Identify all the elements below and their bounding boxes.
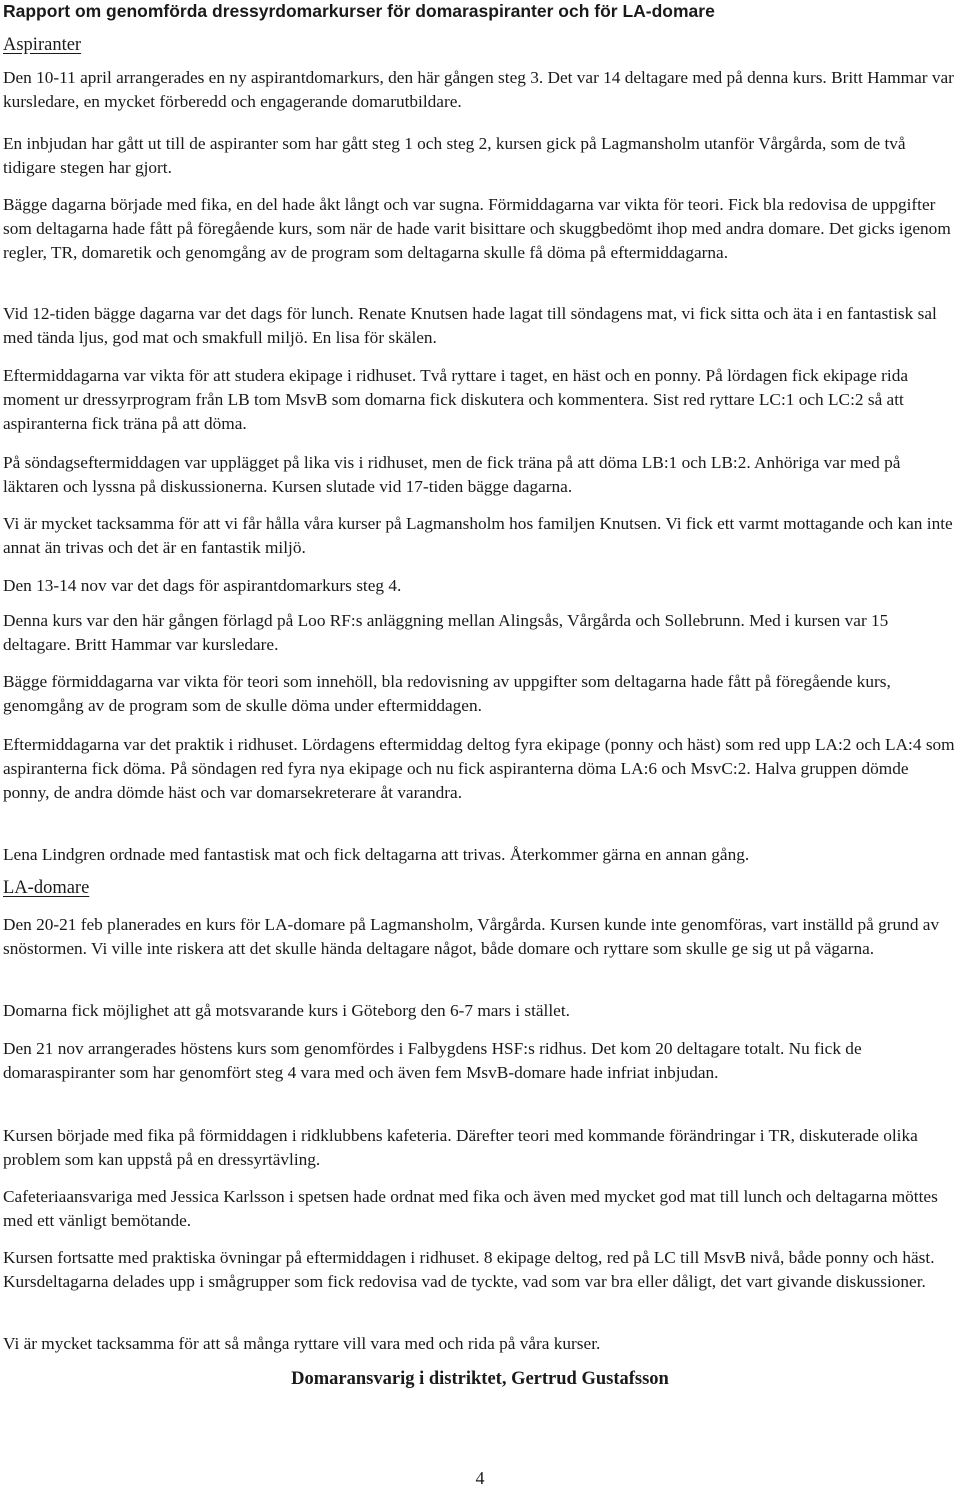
paragraph: Den 20-21 feb planerades en kurs för LA-domare på Lagmansholm, Vårgårda. Kursen kunde inte genomföras, vart inställd på grund av snöstormen. Vi ville inte riskera att det skulle hända deltagare något, både domare och ryttare som skulle ge sig ut på vägarna. bbox=[3, 915, 940, 959]
paragraph: Kursen fortsatte med praktiska övningar på eftermiddagen i ridhuset. 8 ekipage deltog, red på LC till MsvB nivå, både ponny och häst. Kursdeltagarna delades upp i smågrupper som fick redovisa vad de tyckte, vad som var bra eller dåligt, det vart givande diskussioner. bbox=[3, 1248, 935, 1292]
paragraph: På söndagseftermiddagen var upplägget på lika vis i ridhuset, men de fick träna på att döma LB:1 och LB:2. Anhöriga var med på läktaren och lyssna på diskussionerna. Kursen slutade vid 17-tiden bägge dagarna. bbox=[3, 453, 901, 497]
paragraph: Bägge förmiddagarna var vikta för teori som innehöll, bla redovisning av uppgifter som deltagarna hade fått på föregående kurs, genomgång av de program som de skulle döma under eftermiddagen. bbox=[3, 672, 891, 716]
paragraph: Den 13-14 nov var det dags för aspirantdomarkurs steg 4. bbox=[3, 576, 402, 595]
paragraph: Den 21 nov arrangerades höstens kurs som genomfördes i Falbygdens HSF:s ridhus. Det kom 20 deltagare totalt. Nu fick de domaraspiranter som har genomfört steg 4 vara med och även fem MsvB-domare hade infriat inbjudan. bbox=[3, 1039, 862, 1083]
paragraph: Kursen började med fika på förmiddagen i ridklubbens kafeteria. Därefter teori med kommande förändringar i TR, diskuterade olika problem som kan uppstå på en dressyrtävling. bbox=[3, 1126, 918, 1170]
paragraph: Vid 12-tiden bägge dagarna var det dags för lunch. Renate Knutsen hade lagat till söndagens mat, vi fick sitta och äta i en fantastisk sal med tända ljus, god mat och smakfull miljö. En lisa för skälen. bbox=[3, 304, 937, 348]
paragraph: Lena Lindgren ordnade med fantastisk mat och fick deltagarna att trivas. Återkommer gärna en annan gång. bbox=[3, 845, 750, 864]
paragraph: Den 10-11 april arrangerades en ny aspirantdomarkurs, den här gången steg 3. Det var 14 deltagare med på denna kurs. Britt Hammar var kursledare, en mycket förberedd och engagerande domarutbildare. bbox=[3, 68, 954, 112]
page-number: 4 bbox=[475, 1468, 485, 1488]
paragraph: Eftermiddagarna var det praktik i ridhuset. Lördagens eftermiddag deltog fyra ekipage (ponny och häst) som red upp LA:2 och LA:4 som aspiranterna fick döma. På söndagen red fyra nya ekipage och nu fick aspiranterna döma LA:6 och MsvC:2. Halva gruppen dömde ponny, de andra dömde häst och var domarsekreterare åt varandra. bbox=[3, 735, 955, 803]
paragraph: Eftermiddagarna var vikta för att studera ekipage i ridhuset. Två ryttare i taget, en häst och en ponny. På lördagen fick ekipage rida moment ur dressyrprogram från LB tom MsvB som domarna fick diskutera och kommentera. Sist red ryttare LC:1 och LC:2 så att aspiranterna fick träna på att döma. bbox=[3, 366, 909, 434]
paragraph: Cafeteriaansvariga med Jessica Karlsson i spetsen hade ordnat med fika och även med mycket god mat till lunch och deltagarna möttes med ett vänligt bemötande. bbox=[3, 1187, 938, 1231]
signature: Domaransvarig i distriktet, Gertrud Gustafsson bbox=[291, 1369, 669, 1389]
paragraph: Bägge dagarna började med fika, en del hade åkt långt och var sugna. Förmiddagarna var vikta för teori. Fick bla redovisa de uppgifter som deltagarna hade fått på föregående kurs, som när de hade varit bisittare och skuggbedömt ihop med andra domare. Det gicks igenom regler, TR, domaretik och genomgång av de program som deltagarna skulle få döma på eftermiddagarna. bbox=[3, 195, 951, 263]
section-heading-aspiranter: Aspiranter bbox=[3, 35, 82, 55]
section-heading-la-domare: LA-domare bbox=[3, 878, 90, 898]
paragraph: Denna kurs var den här gången förlagd på Loo RF:s anläggning mellan Alingsås, Vårgårda och Sollebrunn. Med i kursen var 15 deltagare. Britt Hammar var kursledare. bbox=[3, 611, 889, 655]
paragraph: Vi är mycket tacksamma för att så många ryttare vill vara med och rida på våra kurser. bbox=[3, 1334, 601, 1353]
paragraph: Vi är mycket tacksamma för att vi får hålla våra kurser på Lagmansholm hos familjen Knutsen. Vi fick ett varmt mottagande och kan inte annat än trivas och det är en fantastik miljö. bbox=[3, 514, 953, 558]
document-title: Rapport om genomförda dressyrdomarkurser för domaraspiranter och för LA-domare bbox=[3, 1, 715, 21]
paragraph: Domarna fick möjlighet att gå motsvarande kurs i Göteborg den 6-7 mars i stället. bbox=[3, 1001, 570, 1020]
paragraph: En inbjudan har gått ut till de aspiranter som har gått steg 1 och steg 2, kursen gick på Lagmansholm utanför Vårgårda, som de två tidigare stegen har gjort. bbox=[3, 134, 906, 178]
